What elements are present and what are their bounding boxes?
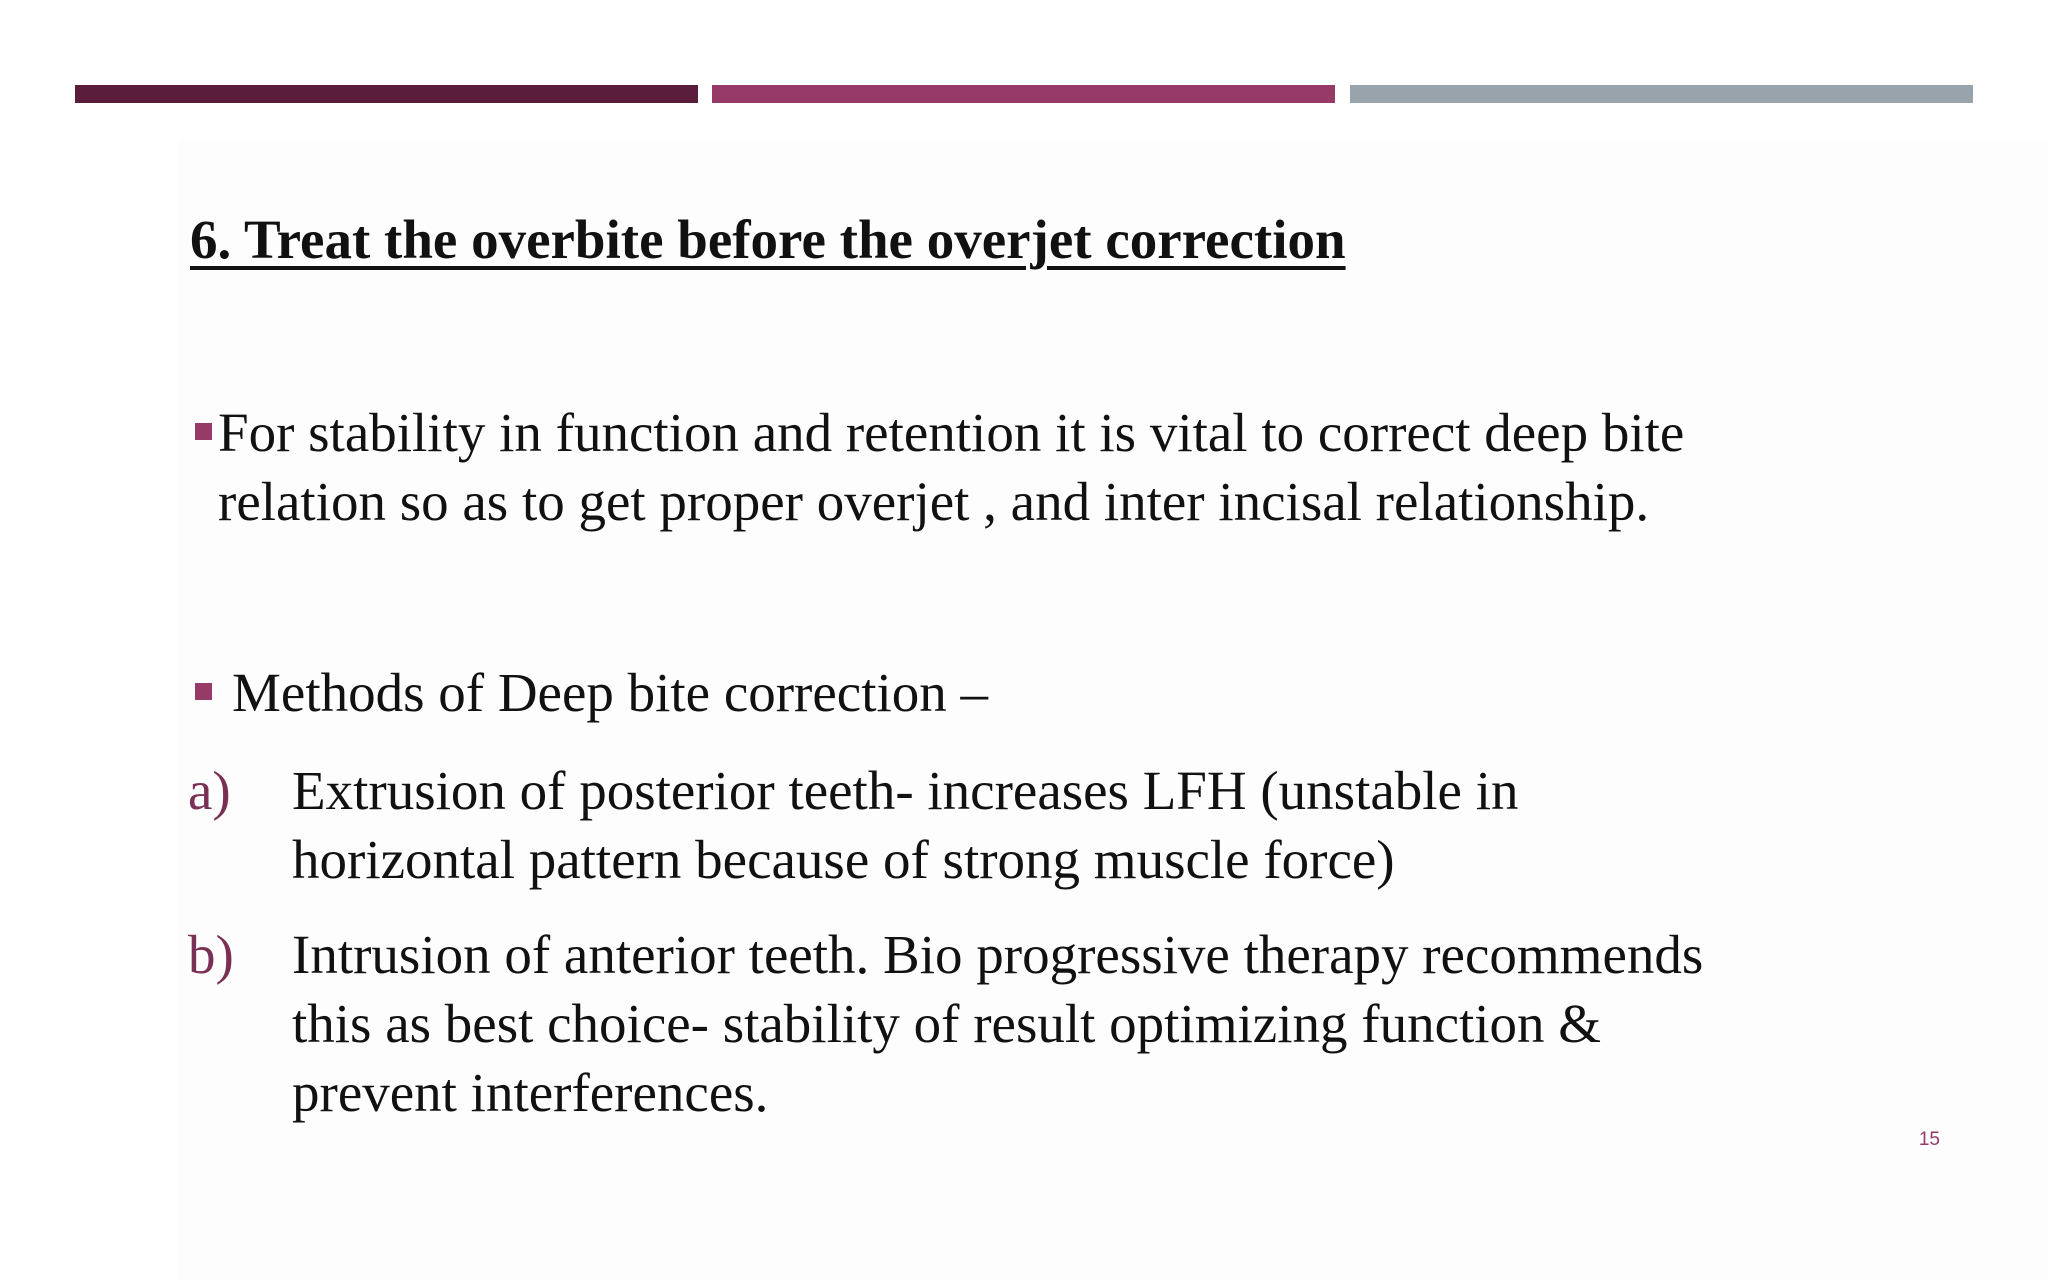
accent-bar-dark <box>75 85 698 103</box>
square-bullet-icon <box>195 683 212 700</box>
bullet-2-line-1: Methods of Deep bite correction – <box>232 662 989 723</box>
bullet-1-line-2: relation so as to get proper overjet , and inter incisal relationship. <box>218 471 1650 532</box>
page-number: 15 <box>1918 1129 1940 1150</box>
square-bullet-icon <box>195 423 212 440</box>
bullet-1-line-1: For stability in function and retention it is vital to correct deep bite <box>218 402 1685 463</box>
sub-item-b-line-3: prevent interferences. <box>292 1062 769 1123</box>
sub-item-b-line-2: this as best choice- stability of result optimizing function & <box>292 993 1602 1054</box>
sub-item-a-label: a) <box>188 760 231 821</box>
slide-title: 6. Treat the overbite before the overjet correction <box>190 209 1346 270</box>
sub-item-a-line-2: horizontal pattern because of strong muscle force) <box>292 829 1395 890</box>
sub-item-b-line-1: Intrusion of anterior teeth. Bio progressive therapy recommends <box>292 924 1704 985</box>
sub-item-b-label: b) <box>188 924 234 985</box>
sub-item-a-line-1: Extrusion of posterior teeth- increases LFH (unstable in <box>292 760 1519 821</box>
accent-bar-gray <box>1350 85 1973 103</box>
accent-bar-medium <box>712 85 1335 103</box>
